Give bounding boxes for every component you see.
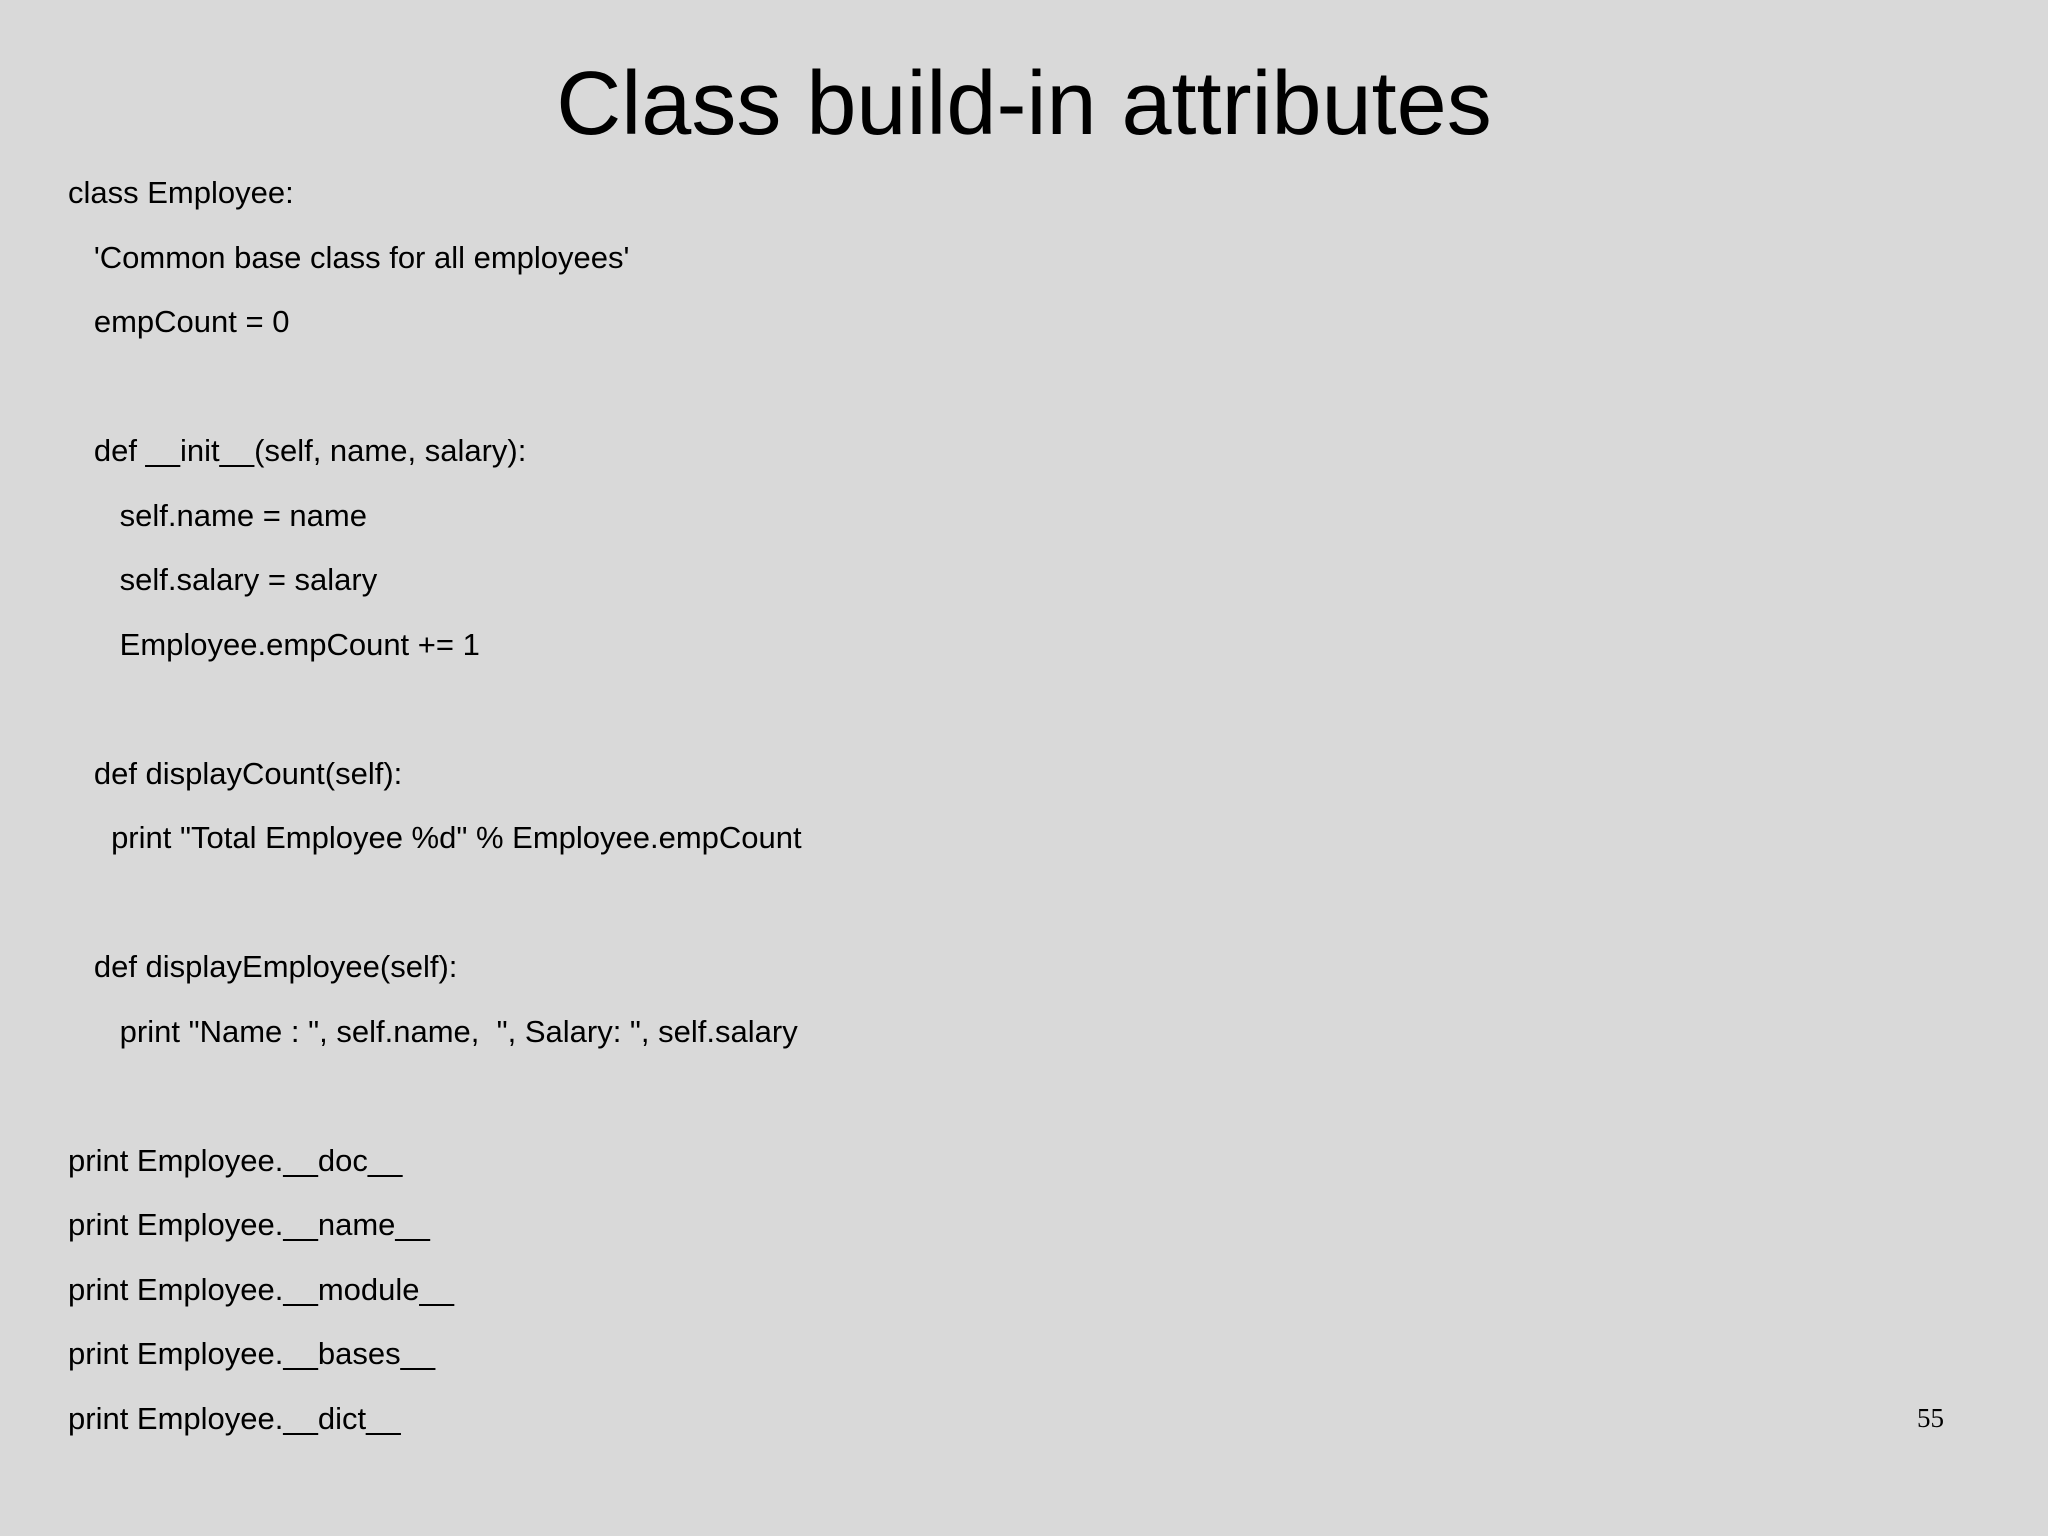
code-line: def displayEmployee(self): (68, 949, 458, 984)
code-line: self.name = name (68, 497, 367, 533)
page-number: 55 (1917, 1403, 1944, 1433)
code-line: empCount = 0 (68, 304, 290, 339)
code-line: self.salary = salary (68, 562, 378, 597)
code-line: def __init__(self, name, salary): (68, 433, 527, 468)
code-line: print "Total Employee %d" % Employee.empCount (68, 820, 802, 855)
slide-title: Class build-in attributes (556, 54, 1492, 154)
code-line: print "Name : ", self.name, ", Salary: ", self.salary (68, 1013, 798, 1049)
code-line: def displayCount(self): (68, 755, 403, 791)
code-line: print Employee.__name__ (68, 1207, 430, 1242)
code-line: class Employee: (68, 175, 294, 210)
code-line: 'Common base class for all employees' (68, 239, 630, 275)
code-line: print Employee.__dict__ (68, 1400, 401, 1436)
code-line: Employee.empCount += 1 (68, 626, 480, 662)
code-line: print Employee.__bases__ (68, 1336, 436, 1371)
code-line: print Employee.__module__ (68, 1271, 455, 1307)
code-line: print Employee.__doc__ (68, 1142, 403, 1178)
